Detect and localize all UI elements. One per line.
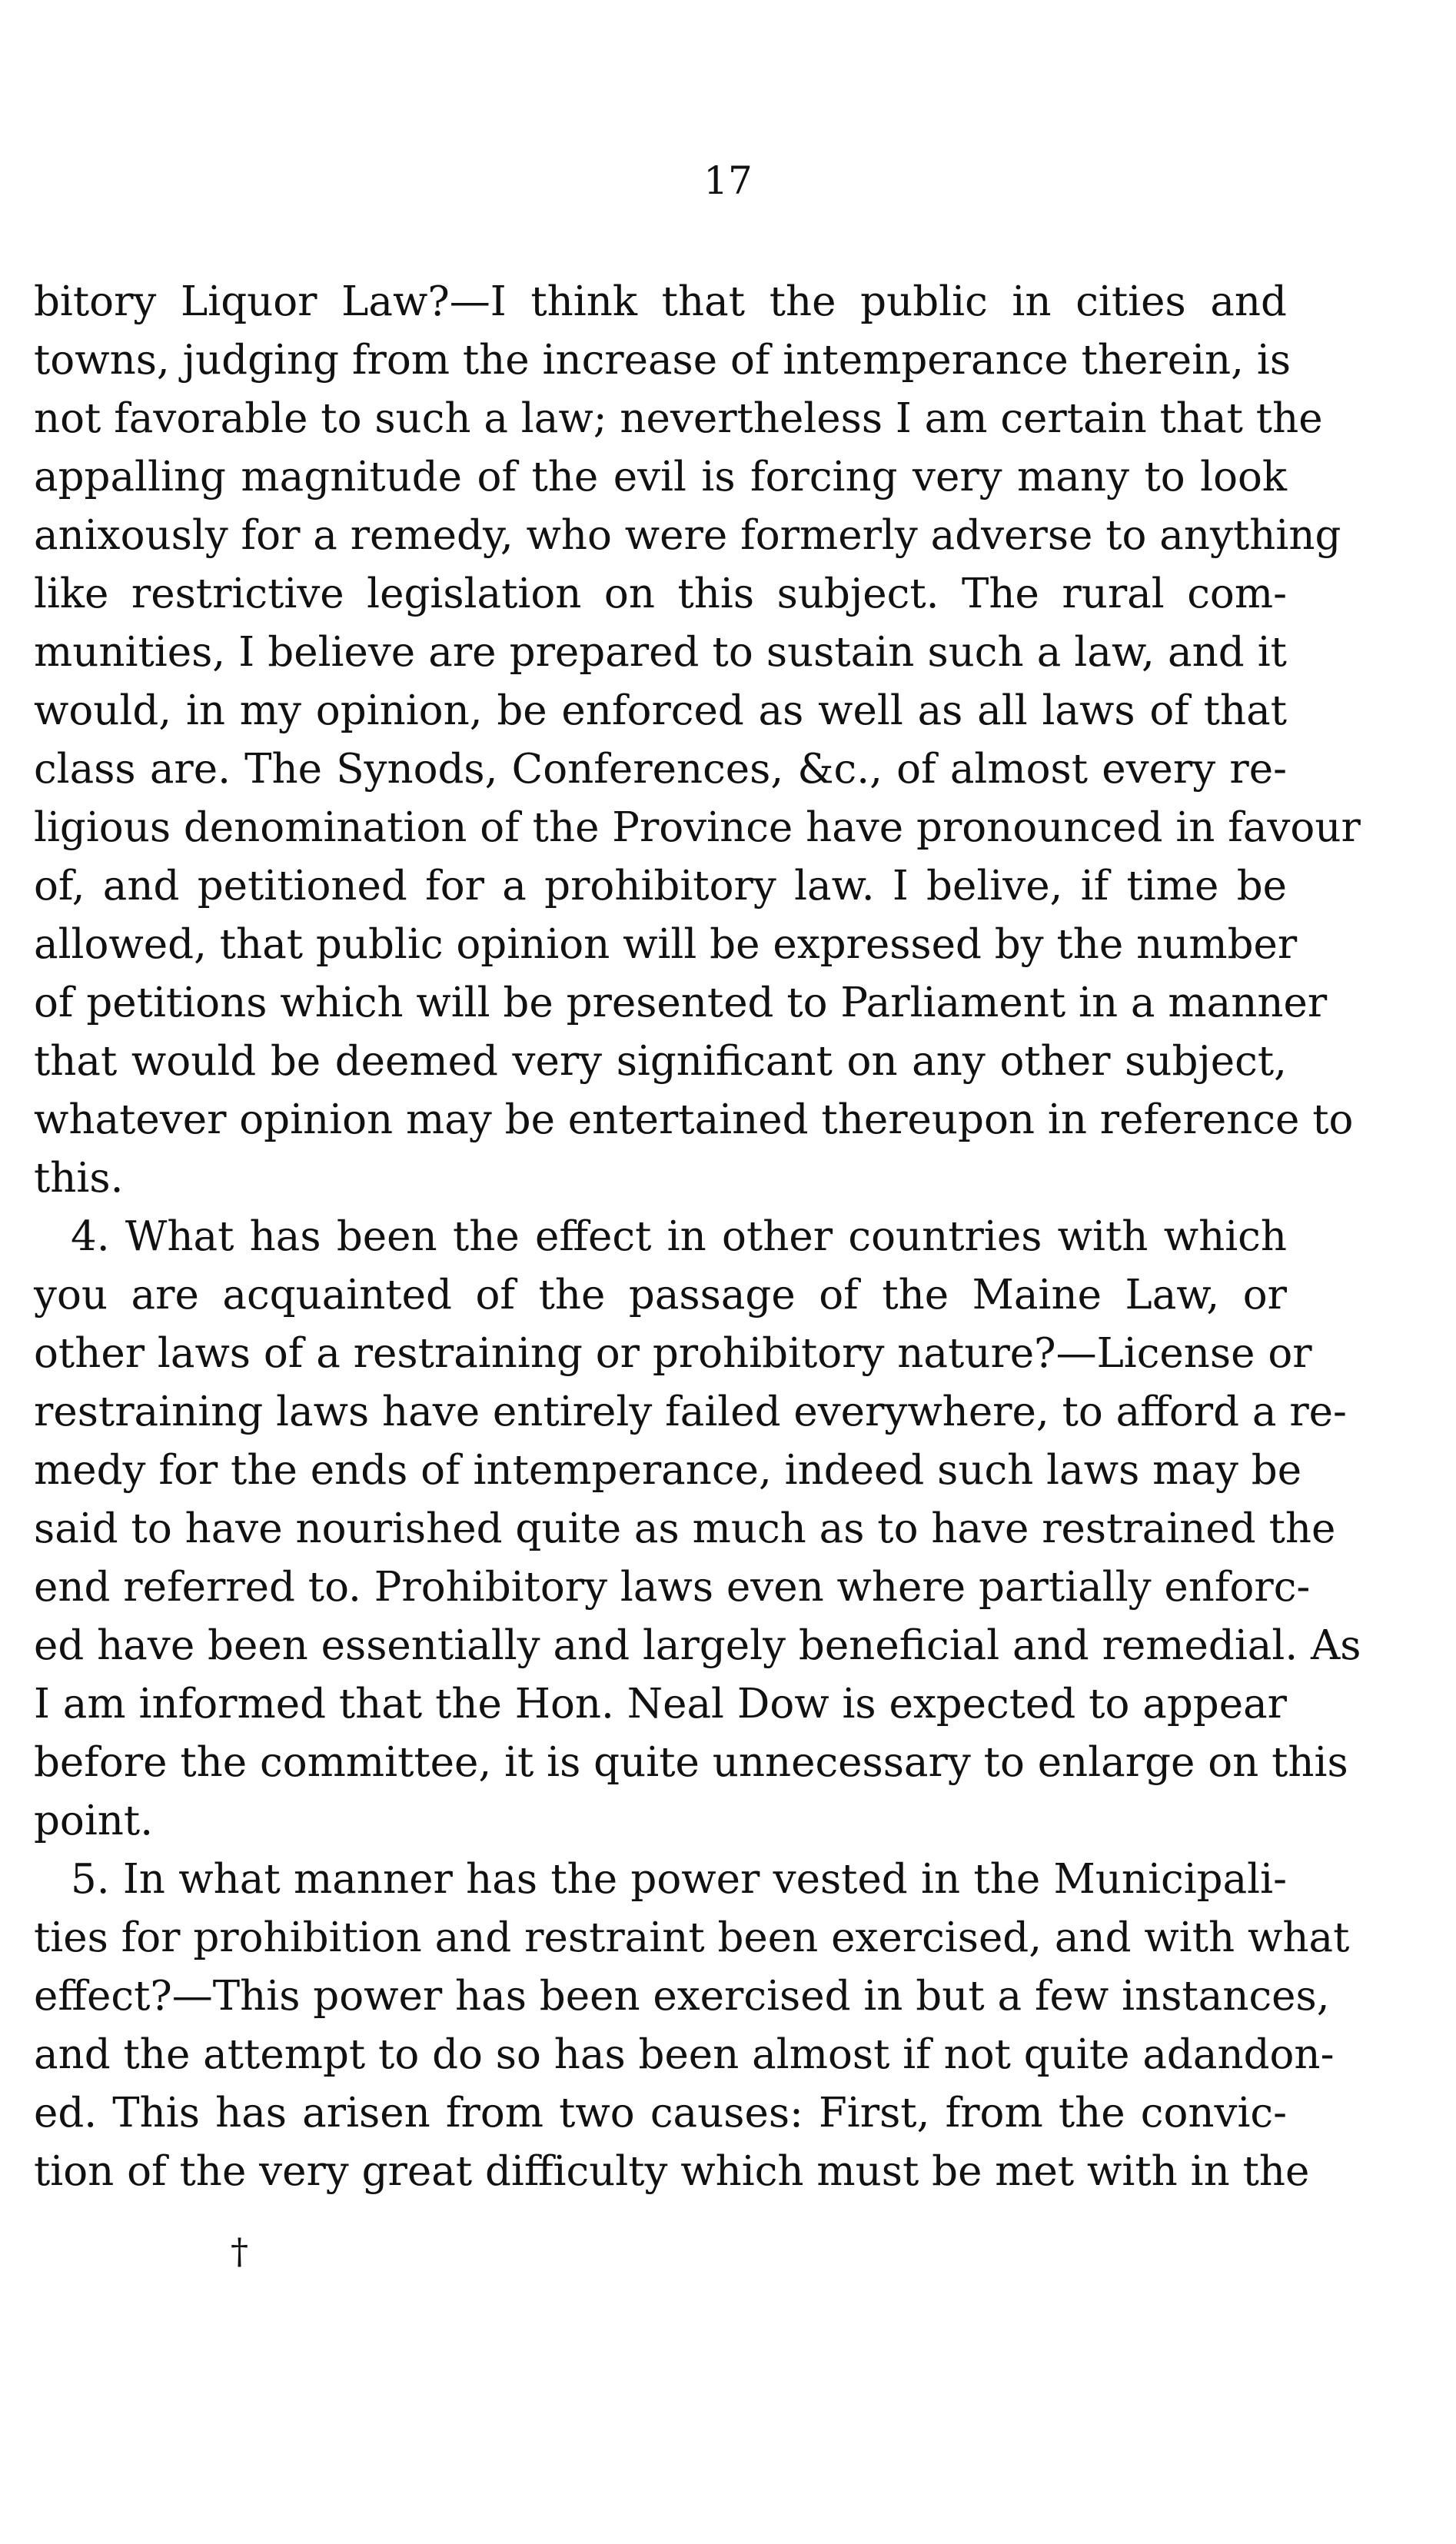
text-line: ties for prohibition and restraint been exercised, and with what xyxy=(34,1914,1350,1961)
text-line: other laws of a restraining or prohibitory nature?—License or xyxy=(34,1330,1312,1377)
text-line: that would be deemed very significant on any other subject, xyxy=(34,1038,1287,1085)
text-line: effect?—This power has been exercised in but a few instances, xyxy=(34,1973,1330,2020)
text-line: towns, judging from the increase of intemperance therein, is xyxy=(34,337,1291,384)
text-line: restraining laws have entirely failed everywhere, to afford a re- xyxy=(34,1388,1347,1435)
text-line: appalling magnitude of the evil is forcing very many to look xyxy=(34,454,1287,500)
text-line: of, and petitioned for a prohibitory law. I belive, if time be xyxy=(34,863,1287,910)
text-line: and the attempt to do so has been almost if not quite adandon- xyxy=(34,2031,1335,2078)
text-line: end referred to. Prohibitory laws even where partially enforc- xyxy=(34,1564,1311,1611)
text-line: class are. The Synods, Conferences, &c., of almost every re- xyxy=(34,746,1287,793)
text-line: you are acquainted of the passage of the Maine Law, or xyxy=(34,1272,1287,1319)
text-line: medy for the ends of intemperance, indeed such laws may be xyxy=(34,1447,1302,1494)
text-line: I am informed that the Hon. Neal Dow is expected to appear xyxy=(34,1681,1287,1728)
text-line: before the committee, it is quite unnecessary to enlarge on this xyxy=(34,1739,1348,1786)
text-line: like restrictive legislation on this subject. The rural com- xyxy=(34,570,1287,617)
question-5-line: 5. In what manner has the power vested in the Municipali- xyxy=(71,1856,1287,1903)
text-line: bitory Liquor Law?—I think that the public in cities and xyxy=(34,278,1287,325)
text-line: ligious denomination of the Province have pronounced in favour xyxy=(34,804,1361,851)
text-line: this. xyxy=(34,1155,124,1202)
question-4-line: 4. What has been the effect in other countries with which xyxy=(71,1213,1287,1260)
text-line: anixously for a remedy, who were formerly adverse to anything xyxy=(34,512,1341,559)
text-line: whatever opinion may be entertained thereupon in reference to xyxy=(34,1096,1354,1143)
text-line: said to have nourished quite as much as to have restrained the xyxy=(34,1505,1336,1552)
text-line: munities, I believe are prepared to sustain such a law, and it xyxy=(34,629,1287,676)
text-line: would, in my opinion, be enforced as well as all laws of that xyxy=(34,687,1287,734)
text-line: of petitions which will be presented to Parliament in a manner xyxy=(34,979,1328,1026)
text-line: not favorable to such a law; nevertheless I am certain that the xyxy=(34,395,1323,442)
text-line: ed have been essentially and largely beneficial and remedial. As xyxy=(34,1622,1361,1669)
text-line: point. xyxy=(34,1797,154,1844)
text-line: ed. This has arisen from two causes: First, from the convic- xyxy=(34,2090,1287,2137)
signature-mark: † xyxy=(231,2230,248,2272)
text-line: tion of the very great difficulty which must be met with in the xyxy=(34,2148,1310,2195)
page-number: 17 xyxy=(703,158,753,203)
body-text xyxy=(34,273,1361,2201)
text-line: allowed, that public opinion will be expressed by the number xyxy=(34,921,1298,968)
